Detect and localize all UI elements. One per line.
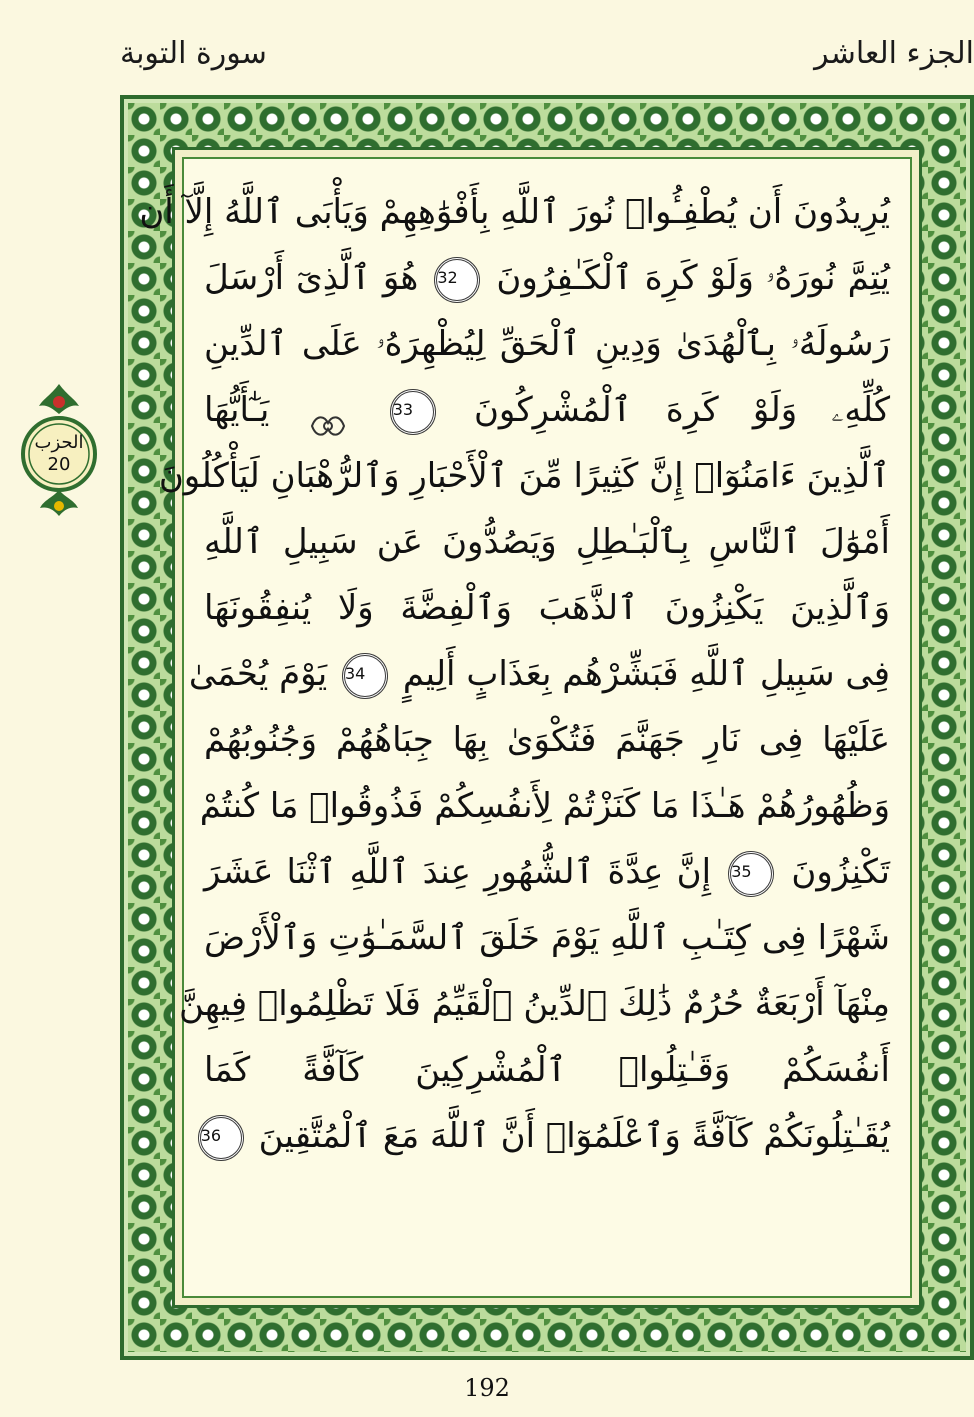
verse-text: يُرِيدُونَ أَن يُطْفِـُٔوا۟ نُورَ ٱللَّهِ بِأَفْوَٰهِهِمْ وَيَأْبَى ٱللَّهُ إِلَّآ أَن xyxy=(139,192,890,232)
verse-text: أَنفُسَكُمْ وَقَـٰتِلُوا۟ ٱلْمُشْرِكِينَ كَآفَّةً كَمَا xyxy=(204,1050,890,1090)
ayah-number-marker: 34 xyxy=(342,653,388,699)
verse-line xyxy=(204,377,890,443)
verse-text: يُقَـٰتِلُونَكُمْ كَآفَّةً وَٱعْلَمُوٓا۟ أَنَّ ٱللَّهَ مَعَ ٱلْمُتَّقِينَ xyxy=(258,1116,890,1156)
ayah-number-marker: 33 xyxy=(390,389,436,435)
verse-line xyxy=(204,1037,890,1103)
verse-line xyxy=(158,443,890,509)
verse-text: وَظُهُورُهُمْ هَـٰذَا مَا كَنَزْتُمْ لِأَنفُسِكُمْ فَذُوقُوا۟ مَا كُنتُمْ xyxy=(199,786,890,826)
verse-text: ٱلَّذِينَ ءَامَنُوٓا۟ إِنَّ كَثِيرًا مِّنَ ٱلْأَحْبَارِ وَٱلرُّهْبَانِ لَيَأْكُلُونَ xyxy=(158,456,890,496)
hizb-label: الحزب xyxy=(34,432,84,453)
verse-line xyxy=(204,905,890,971)
verse-text: شَهْرًا فِى كِتَـٰبِ ٱللَّهِ يَوْمَ خَلَقَ ٱلسَّمَـٰوَٰتِ وَٱلْأَرْضَ xyxy=(204,918,890,958)
verse-text: رَسُولَهُۥ بِٱلْهُدَىٰ وَدِينِ ٱلْحَقِّ لِيُظْهِرَهُۥ عَلَى ٱلدِّينِ xyxy=(204,324,890,364)
page-header xyxy=(120,28,974,88)
verse-text: يُتِمَّ نُورَهُۥ وَلَوْ كَرِهَ ٱلْكَـٰفِرُونَ xyxy=(496,258,891,298)
verse-text: هُوَ ٱلَّذِىٓ أَرْسَلَ xyxy=(204,258,419,298)
verse-line xyxy=(199,773,890,839)
verse-text: يَـٰٓأَيُّهَا xyxy=(204,390,270,430)
verse-text: تَكْنِزُونَ xyxy=(791,852,891,892)
verse-text: كُلِّهِۦ وَلَوْ كَرِهَ ٱلْمُشْرِكُونَ xyxy=(473,390,891,430)
verse-text: مِنْهَآ أَرْبَعَةٌ حُرُمٌ ذَٰلِكَ ٱلدِّينُ ٱلْقَيِّمُ فَلَا تَظْلِمُوا۟ فِيهِنَّ xyxy=(179,984,890,1024)
rub-el-hizb-icon xyxy=(308,397,348,427)
hizb-number: 20 xyxy=(47,454,71,475)
verse-text: فِى سَبِيلِ ٱللَّهِ فَبَشِّرْهُم بِعَذَابٍ أَلِيمٍ xyxy=(402,654,890,694)
quran-text-lines xyxy=(139,179,891,1169)
verse-line xyxy=(139,179,890,245)
verse-text: وَٱلَّذِينَ يَكْنِزُونَ ٱلذَّهَبَ وَٱلْفِضَّةَ وَلَا يُنفِقُونَهَا xyxy=(204,588,890,628)
verse-text: عَلَيْهَا فِى نَارِ جَهَنَّمَ فَتُكْوَىٰ بِهَا جِبَاهُهُمْ وَجُنُوبُهُمْ xyxy=(204,720,890,760)
verse-line xyxy=(204,245,890,311)
verse-line xyxy=(204,707,890,773)
verse-line xyxy=(204,311,890,377)
verse-line xyxy=(204,575,890,641)
verse-line xyxy=(188,641,890,707)
quran-text-panel xyxy=(139,157,912,1298)
verse-line xyxy=(200,1103,890,1169)
page-frame xyxy=(120,95,974,1360)
page-number: 192 xyxy=(464,1374,510,1402)
verse-text: إِنَّ عِدَّةَ ٱلشُّهُورِ عِندَ ٱللَّهِ ٱثْنَا عَشَرَ xyxy=(204,852,712,892)
verse-line xyxy=(204,509,890,575)
verse-line xyxy=(204,839,890,905)
ayah-number-marker: 35 xyxy=(728,851,774,897)
surah-name: سورة التوبة xyxy=(120,36,267,71)
verse-line xyxy=(179,971,890,1037)
verse-text: أَمْوَٰلَ ٱلنَّاسِ بِٱلْبَـٰطِلِ وَيَصُدُّونَ عَن سَبِيلِ ٱللَّهِ xyxy=(204,522,890,562)
ayah-number-marker: 36 xyxy=(198,1115,244,1161)
juz-name: الجزء العاشر xyxy=(814,36,974,71)
hizb-badge xyxy=(14,380,104,520)
verse-text: يَوْمَ يُحْمَىٰ xyxy=(188,654,328,694)
ayah-number-marker: 32 xyxy=(434,257,480,303)
